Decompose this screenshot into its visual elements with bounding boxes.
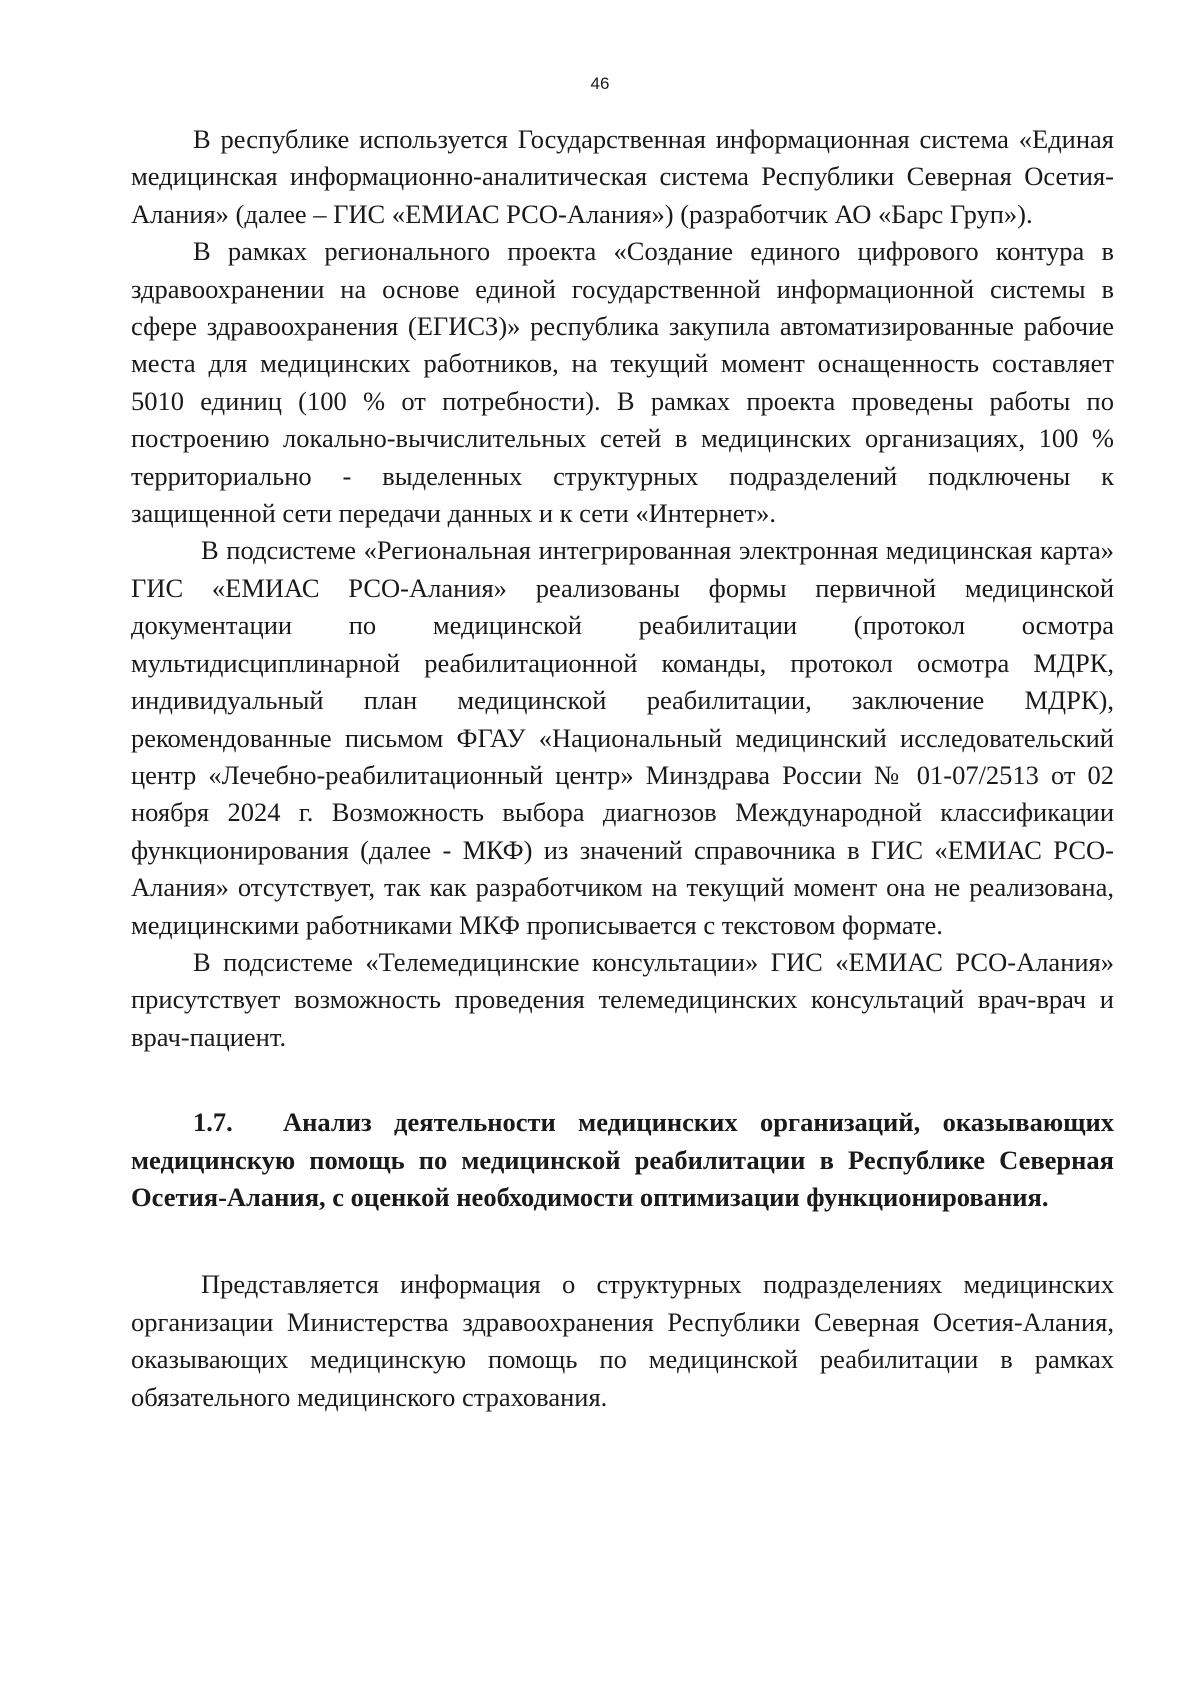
section-heading	[131, 1104, 1114, 1216]
paragraph-regional-project: В рамках регионального проекта «Создание единого цифрового контура в здравоохранении на основе единой государственной информационной системы в сфере здравоохранения (ЕГИСЗ)» республика закупила автоматизированные рабочие места для медицинских работников, на текущий момент оснащенность составляет 5010 единиц (100 % от потребности). В рамках проекта проведены работы по построению локально-вычислительных сетей в медицинских организациях, 100 % территориально - выделенных структурных подразделений подключены к защищенной сети передачи данных и к сети «Интернет».	[131, 236, 1114, 529]
page-number: 46	[590, 74, 610, 93]
paragraph-rehabilitation-forms: В подсистеме «Региональная интегрированная электронная медицинская карта» ГИС «ЕМИАС РСО-Алания» реализованы формы первичной медицинской документации по медицинской реабилитации (протокол осмотра мультидисциплинарной реабилитационной команды, протокол осмотра МДРК, индивидуальный план медицинской реабилитации, заключение МДРК), рекомендованные письмом ФГАУ «Национальный медицинский исследовательский центр «Лечебно-реабилитационный центр» Минздрава России № 01-07/2513 от 02 ноября 2024 г. Возможность выбора диагнозов Международной классификации функционирования (далее - МКФ) из значений справочника в ГИС «ЕМИАС РСО-Алания» отсутствует, так как разработчиком на текущий момент она не реализована, медицинскими работниками МКФ прописывается с текстовом формате.	[131, 535, 1114, 940]
page-body	[131, 121, 1114, 1416]
paragraph-emias-system: В республике используется Государственная информационная система «Единая медицинская информационно-аналитическая система Республики Северная Осетия-Алания» (далее – ГИС «ЕМИАС РСО-Алания») (разработчик АО «Барс Груп»).	[131, 124, 1114, 229]
paragraph-structural-units: Представляется информация о структурных подразделениях медицинских организации Министерства здравоохранения Республики Северная Осетия-Алания, оказывающих медицинскую помощь по медицинской реабилитации в рамках обязательного медицинского страхования.	[131, 1269, 1114, 1412]
section-title: Анализ деятельности медицинских организаций, оказывающих медицинскую помощь по медицинской реабилитации в Республике Северная Осетия-Алания, с оценкой необходимости оптимизации функционирования.	[131, 1107, 1114, 1212]
section-number: 1.7.	[193, 1107, 233, 1138]
paragraph-telemedicine: В подсистеме «Телемедицинские консультации» ГИС «ЕМИАС РСО-Алания» присутствует возможность проведения телемедицинских консультаций врач-врач и врач-пациент.	[131, 946, 1114, 1052]
